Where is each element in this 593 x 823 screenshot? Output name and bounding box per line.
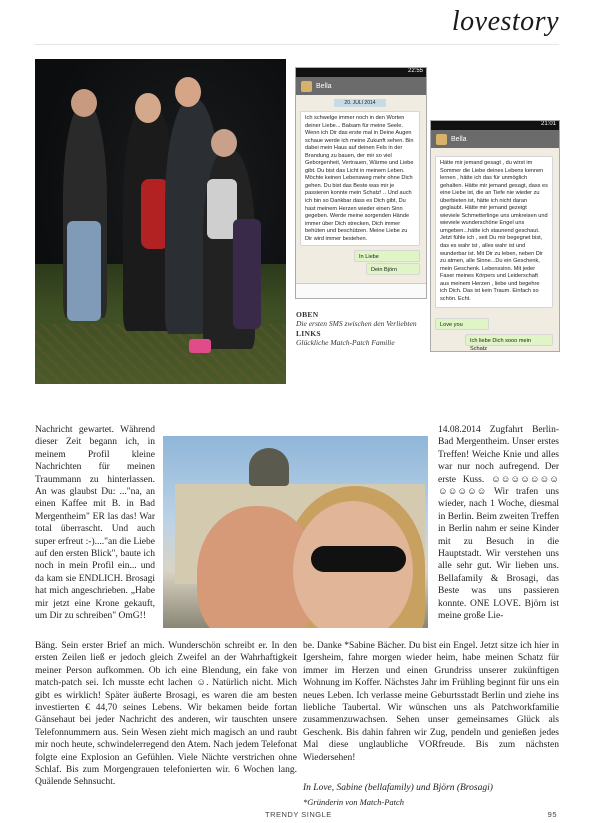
article-bottom-left: Bäng. Sein erster Brief an mich. Wunderschön schreibt er. In den ersten Zeilen ließ er jedoch gleich Zweifel an der Wahrhaftigkeit meiner Person aufkommen. Ob ich eine Blendung, ein fake von match-patch sei. Ich musste echt lachen ☺. Natürlich nicht. Mich gibt es wirklich! Später äußerte Brosagi, es waren die am besten investierten € 44,70 seines Lebens. Wir bekamen beide fortan Gänsehaut bei jeder Nachricht des anderen, wir tauschten unsere Telefonnummern aus. Sein Wesen zieht mich magisch an und raubt mir noch heute, schwindelerregend den Atem. Nach jedem Telefonat folgte eine Explosion an Gefühlen. Viele Nächte verstrichen ohne Schlaf. Bis zum Morgengrauen telefonierten wir. 6 Wochen lang. Quälende Sehnsucht. (35, 641, 297, 788)
contact-name: Bella (451, 135, 467, 143)
family-photo (35, 59, 286, 384)
magazine-section-title: lovestory (451, 6, 559, 37)
article-footnote: *Gründerin von Match-Patch (303, 797, 405, 807)
chat-message: Ich schwelge immer noch in den Worten deiner Liebe... Balsam für meine Seele. Wenn ich Dir das erste mal in Deine Augen schaue werde ich meine Zukunft sehen. Bin dabei mein Haus auf deinen Fels in der Brandung zu bauen, der mir so viel Geborgenheit, Vertrauen, Wärme und Liebe gibt. Du bist das Licht in meinem Leben. Möchte keinen Lebensweg mehr ohne Dich gehen. Du bist das Beste was mir je passieren konnte mein Schatz! .. Und auch ich bin so Dankbar dass es Dich gibt, Du hast meinem Herzen wieder einen Sinn gegeben. Werde meine sorgenden Hände immer über Dich strecken, Dich immer behüten und beschützen. Meine Liebe zu Dir wird immer bestehen. (300, 111, 420, 246)
chat-message: Hätte mir jemand gesagt , du wirst im Sommer die Liebe deines Lebens kennen lernen , hätte ich das für unmöglich gehalten. Hätte mir jemand gesagt, dass es eine Liebe ist, die an Tiefe nie wieder zu überbieten ist, hätte ich nicht daran geglaubt. Hätte mir jemand gezeigt wieviele Schmetterlinge uns umkreisen und wieviele wunderschöne Engel uns umgeben...hätte ich staunend geschaut. Jetzt fühle ich , seit Du mir begegnet bist, das es wahr ist , alles wahr ist und wunderbar ist. Mit Dir zu leben, neben Dir zu atmen, alle Sinne...Du ein Geschenk, mein Geschenk. Lebenssinn. Mit jeder Faser meines Körpers und Leiderschaft aus meinem Herzen , liebe und begehre ich Dich. Das ist kein Traum. Einfach so schön. Echt. (435, 156, 553, 308)
article-signature: In Love, Sabine (bellafamily) und Björn (Brosagi) (303, 783, 493, 793)
selfie-photo (163, 436, 428, 628)
caption-text-oben: Die ersten SMS zwischen den Verliebten (296, 319, 417, 329)
photo-caption (296, 310, 426, 348)
caption-label-links: LINKS (296, 328, 321, 338)
article-bottom-right: be. Danke *Sabine Bächer. Du bist ein Engel. Jetzt sitze ich hier in Igersheim, fahre morgen wieder heim, habe meinen Schatz für immer im Herzen und einen Grundriss unserer zukünftigen Wohnung im Koffer. Nächstes Jahr im Frühling beginnt für uns ein neues Leben. Ich verlasse meine Geburtsstadt Berlin und ziehe ins liebliche Taubertal. Wir wünschen uns als Patchworkfamilie zusammenzuwachsen. Sehen unser gemeinsames Glück als Geschenk. Bis dahin fahren wir Zug, pendeln und genießen jedes Mal diese unglaubliche VORfreude. Bis zum nächsten Wiedersehen! (303, 641, 559, 763)
article-column-right: 14.08.2014 Zugfahrt Berlin-Bad Mergentheim. Unser erstes Treffen! Weiche Knie und alles war nur noch aufregend. Der erste Kuss. ☺☺☺☺☺☺☺☺☺☺☺☺ Wir trafen uns wieder, nach 1 Woche, diesmal in Berlin. Beim zweiten Treffen in Berlin nahm er seine Kinder mit zu Besuch in die Hauptstadt. Wir verstehen uns alle sehr gut. Wir lieben uns. Bellafamily & Brosagi, das Beste was uns passieren konnte. ONE LOVE. Björn ist meine große Lie- (438, 425, 559, 622)
contact-avatar (301, 81, 312, 92)
chat-date: 20. JULI 2014 (334, 99, 386, 107)
chat-reply: In Liebe (354, 250, 420, 262)
sms-screenshot-2 (430, 120, 560, 352)
status-time: 22:55 (407, 68, 423, 74)
chat-reply: Ich liebe Dich sooo mein Schatz (465, 334, 553, 346)
status-time: 21:01 (540, 121, 556, 127)
contact-name: Bella (316, 82, 332, 90)
caption-label-oben: OBEN (296, 310, 319, 319)
sms-screenshot-1 (295, 67, 427, 299)
header-divider (34, 44, 559, 45)
chat-reply: Love you (435, 318, 489, 330)
footer-magazine-name: TRENDY SINGLE (265, 810, 332, 819)
chat-reply: Dein Björn (366, 263, 420, 275)
page-number: 95 (547, 810, 557, 819)
caption-text-links: Glückliche Match-Patch Familie (296, 338, 395, 348)
contact-avatar (436, 134, 447, 145)
article-column-left: Nachricht gewartet. Während dieser Zeit begann ich, in meinem Profil kleine Nachrichten für meinen Traummann zu hinterlassen. An was glaubst Du: ..."na, an einen Kaffee mit B. in Bad Mergentheim" ER las das! War total überrascht. Und auch super erfreut :-)...."an die Liebe auf den ersten Blick", baute ich noch in mein Profil ein... und da kam sie ENDLICH. Brosagi hat mich angeschrieben. „Habe mir jetzt eine Krone gekauft, um Dir zu schreiben" OmG!! (35, 425, 155, 622)
